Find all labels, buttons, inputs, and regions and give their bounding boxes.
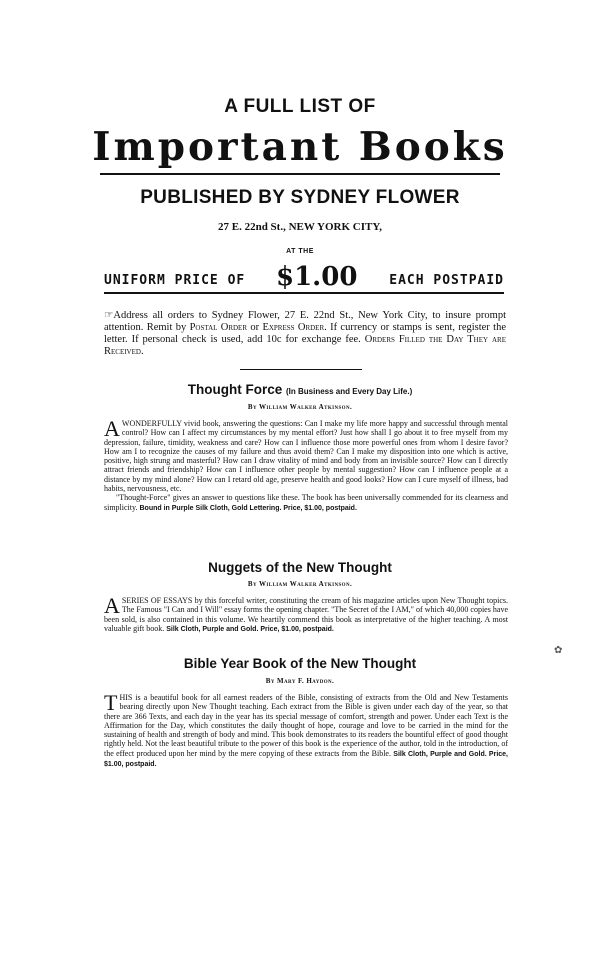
book-author: By Mary F. Haydon. (265, 677, 335, 685)
publisher-line: PUBLISHED BY SYDNEY FLOWER (140, 187, 460, 208)
book-author: By William Walker Atkinson. (247, 403, 353, 411)
binding-price: Silk Cloth, Purple and Gold. Price, $1.00, postpaid. (166, 625, 334, 633)
description-text: WONDERFULLY vivid book, answering the questions: Can I make my life more happy and successful through mental control? How can I affect my circumstances by my mental effort? Just how shall I go about it to free myself from my depression, failure, timidity, weakness and care? How can I influence those more powerful ones from whom I desire favor? How am I to recognize the causes of my failure and thus avoid them? Can I make my disposition into one which is active, positive, high strung and masterful? How can I draw vitality of mind and body from an invisible source? How can I directly attract friends and friendship? How can I influence other people by mental suggestion? How can I influence people at a distance by my mind alone? How can I retard old age, preserve health and good looks? How can I cure myself of illness, bad habits, nervousness, etc. (104, 419, 508, 494)
price-banner (104, 262, 504, 296)
notice-text: Address all orders to Sydney Flower, 27 E. 22nd St., New York City, to insure prompt attention. Remit by (104, 310, 506, 333)
description-text: "Thought-Force" gives an answer to questions like these. The book has been universally commended for its clearness and simplicity. (104, 493, 508, 512)
pointing-hand-icon: ☞ (104, 310, 114, 321)
orders-filled-text: Orders Filled the Day They are Received. (104, 334, 506, 357)
publisher-address: 27 E. 22nd St., NEW YORK CITY, (217, 221, 383, 233)
book-description (104, 593, 508, 634)
notice-text: . If currency or stamps is sent, register the letter. If personal check is used, add 10c for exchange fee. (104, 322, 506, 345)
postal-order-text: Postal Order (189, 322, 247, 333)
notice-text: or (247, 322, 263, 333)
price-value: $1.00 (276, 262, 358, 292)
each-postpaid-label: EACH POSTPAID (389, 273, 504, 288)
order-notice (104, 310, 506, 358)
description-text: HIS is a beautiful book for all earnest readers of the Bible, consisting of extracts from the Old and New Testaments bearing directly upon New Thought teaching. Each extract from the Bible is given under each day of the year, so that there are 366 Texts, and each day in the year has its special message of comfort, strength and power. Under each Text is the Affirmation for the Day, which constitutes the daily thought of hope, courage and love to be carried in the mind for the sustaining of health and strength of body and mind. This book demonstrates to its readers the bountiful effect of good thought rightly held. Not the least beautiful tribute to the power of this book is the experience of the author, told in the introduction, of the effect produced upon her mind by the mere copying of these extracts from the Bible. (104, 693, 508, 758)
heading-full-list: A FULL LIST OF (224, 96, 376, 117)
binding-price: Bound in Purple Silk Cloth, Gold Lettering. Price, $1.00, postpaid. (139, 504, 357, 512)
book-title: Nuggets of the New Thought (208, 560, 392, 575)
express-order-text: Express Order (262, 322, 325, 333)
book-description (104, 416, 508, 513)
at-the-label: AT THE (286, 248, 314, 255)
drop-cap: A (104, 416, 120, 441)
drop-cap: A (104, 593, 120, 618)
page-title: Important Books (92, 124, 508, 170)
divider (104, 292, 504, 294)
book-author: By William Walker Atkinson. (247, 580, 353, 588)
book-description (104, 690, 509, 769)
uniform-price-label: UNIFORM PRICE OF (104, 273, 246, 288)
divider (240, 369, 362, 370)
book-title-text: Thought Force (187, 382, 283, 397)
description-text: SERIES OF ESSAYS by this forceful writer, constituting the cream of his magazine articles upon New Thought topics. The Famous "I Can and I Will" essay forms the opening chapter. "The Secret of the I AM," of which 40,000 copies have been sold, is also contained in this volume. We heartily commend this book as interpretative of the higher teaching. A most valuable gift book. (104, 596, 508, 633)
margin-mark: ✿ (554, 645, 563, 656)
book-title (0, 382, 600, 397)
divider (100, 173, 500, 175)
book-subtitle: (In Business and Every Day Life.) (286, 387, 413, 396)
drop-cap: T (104, 690, 118, 715)
binding-price: Silk Cloth, Purple and Gold. Price, $1.00, postpaid. (104, 750, 509, 769)
book-title: Bible Year Book of the New Thought (183, 656, 417, 671)
